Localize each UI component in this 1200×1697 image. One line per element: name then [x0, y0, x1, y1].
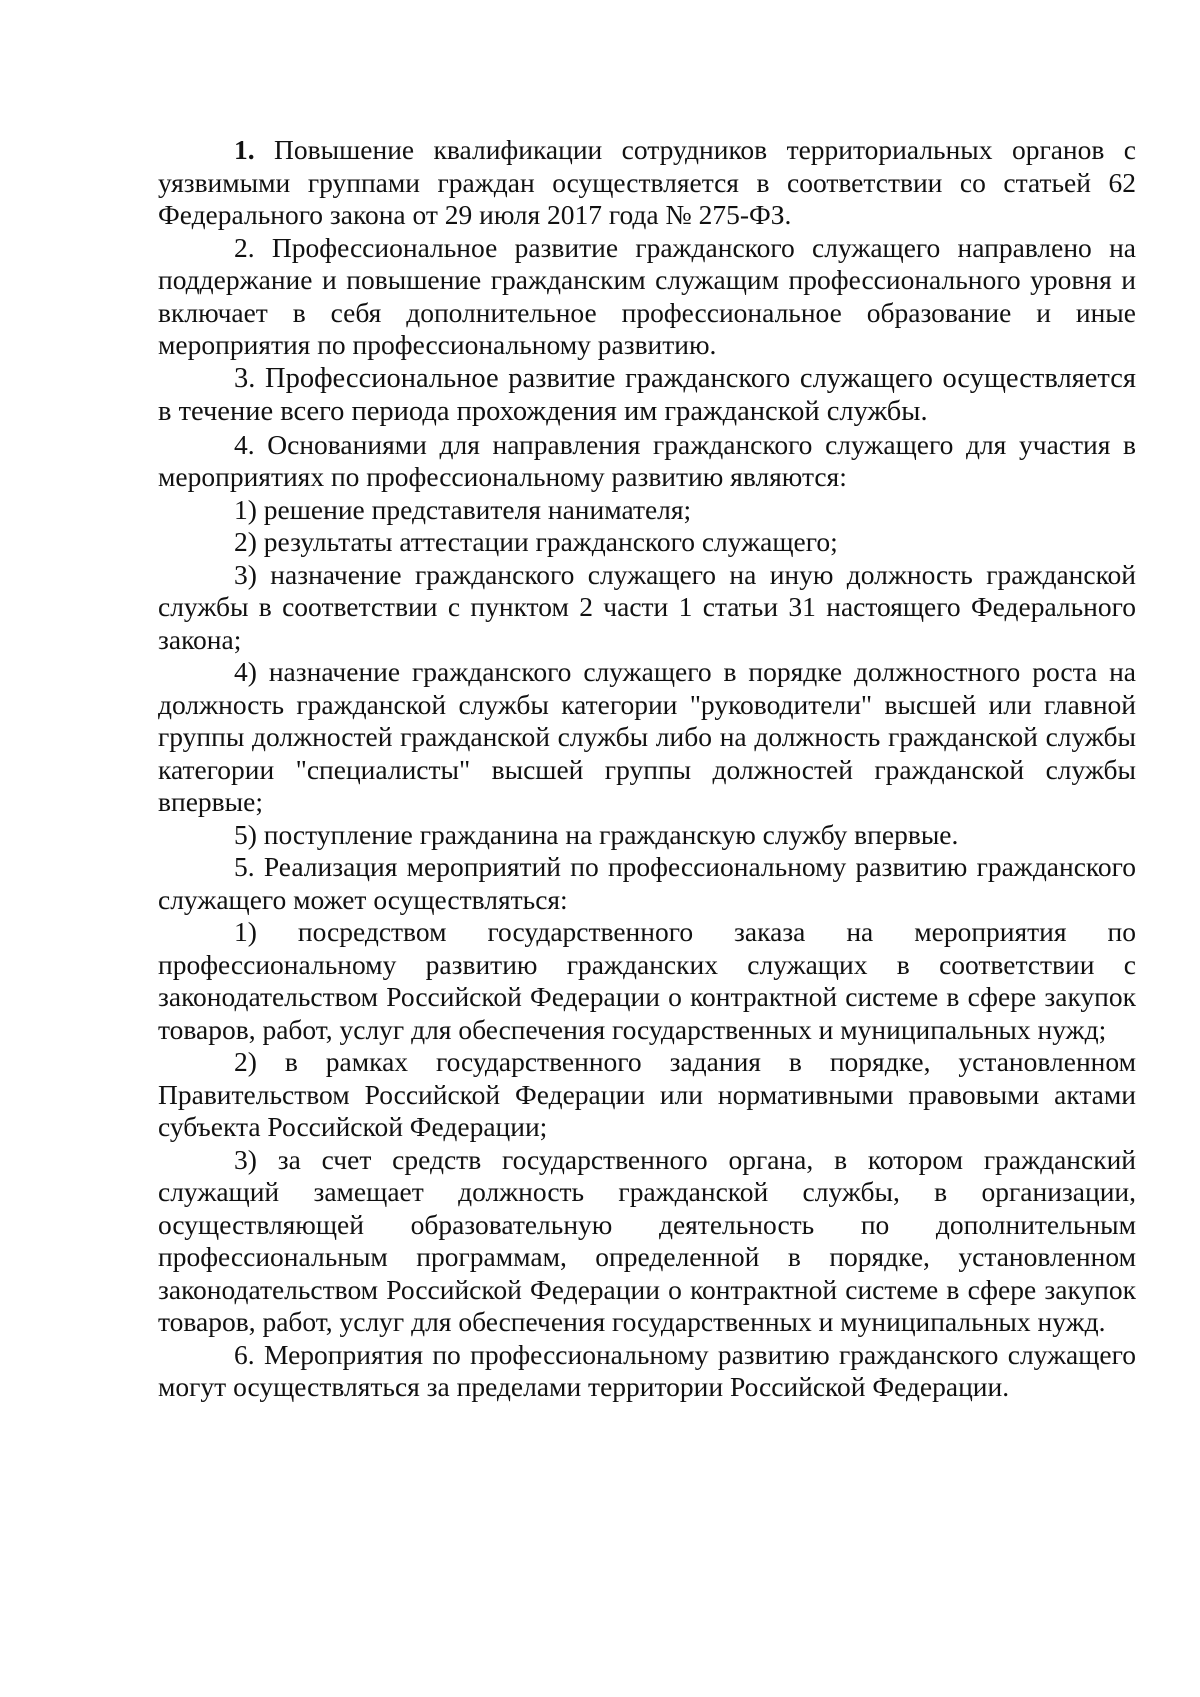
paragraph-2: 2. Профессиональное развитие гражданского служащего направлено на поддержание и повышение гражданским служащим профессионального уровня и включает в себя дополнительное профессиональное образование и иные мероприятия по профессиональному развитию.	[158, 231, 1136, 360]
paragraph-6: 6. Мероприятия по профессиональному развитию гражданского служащего могут осуществляться за пределами территории Российской Федерации.	[158, 1338, 1136, 1402]
document-page	[158, 134, 1136, 1404]
list-item: 2) результаты аттестации гражданского служащего;	[234, 526, 838, 557]
list-item: 5) поступление гражданина на гражданскую службу впервые.	[234, 818, 959, 850]
list-item: 1) решение представителя нанимателя;	[234, 493, 692, 525]
list-item: 2) в рамках государственного задания в порядке, установленном Правительством Российской Федерации или нормативными правовыми актами субъекта Российской Федерации;	[158, 1046, 1136, 1142]
list-item: 1) посредством государственного заказа на мероприятия по профессиональному развитию гражданских служащих в соответствии с законодательством Российской Федерации о контрактной системе в сфере закупок товаров, работ, услуг для обеспечения государственных и муниципальных нужд;	[158, 916, 1136, 1045]
paragraph-3: 3. Профессиональное развитие гражданского служащего осуществляется в течение всего периода прохождения им гражданской службы.	[158, 362, 1136, 427]
list-item: 4) назначение гражданского служащего в порядке должностного роста на должность гражданской службы категории "руководители" высшей или главной группы должностей гражданской службы либо на должность гражданской службы категории "специалисты" высшей группы должностей гражданской службы впервые;	[158, 656, 1136, 817]
paragraph-1	[158, 134, 1136, 232]
paragraph-number: 1.	[234, 134, 255, 165]
list-item: 3) за счет средств государственного органа, в котором гражданский служащий замещает должность гражданской службы, в организации, осуществляющей образовательную деятельность по дополнительным профессиональным программам, определенной в порядке, установленном законодательством Российской Федерации о контрактной системе в сфере закупок товаров, работ, услуг для обеспечения государственных и муниципальных нужд.	[158, 1143, 1136, 1337]
paragraph-4: 4. Основаниями для направления гражданского служащего для участия в мероприятиях по профессиональному развитию являются:	[158, 428, 1136, 492]
paragraph-5: 5. Реализация мероприятий по профессиональному развитию гражданского служащего может осуществляться:	[158, 851, 1136, 915]
list-item: 3) назначение гражданского служащего на иную должность гражданской службы в соответствии с пунктом 2 части 1 статьи 31 настоящего Федерального закона;	[158, 558, 1136, 655]
paragraph-text: Повышение квалификации сотрудников территориальных органов с уязвимыми группами граждан осуществляется в соответствии со статьей 62 Федерального закона от 29 июля 2017 года № 275-ФЗ.	[158, 134, 1137, 230]
